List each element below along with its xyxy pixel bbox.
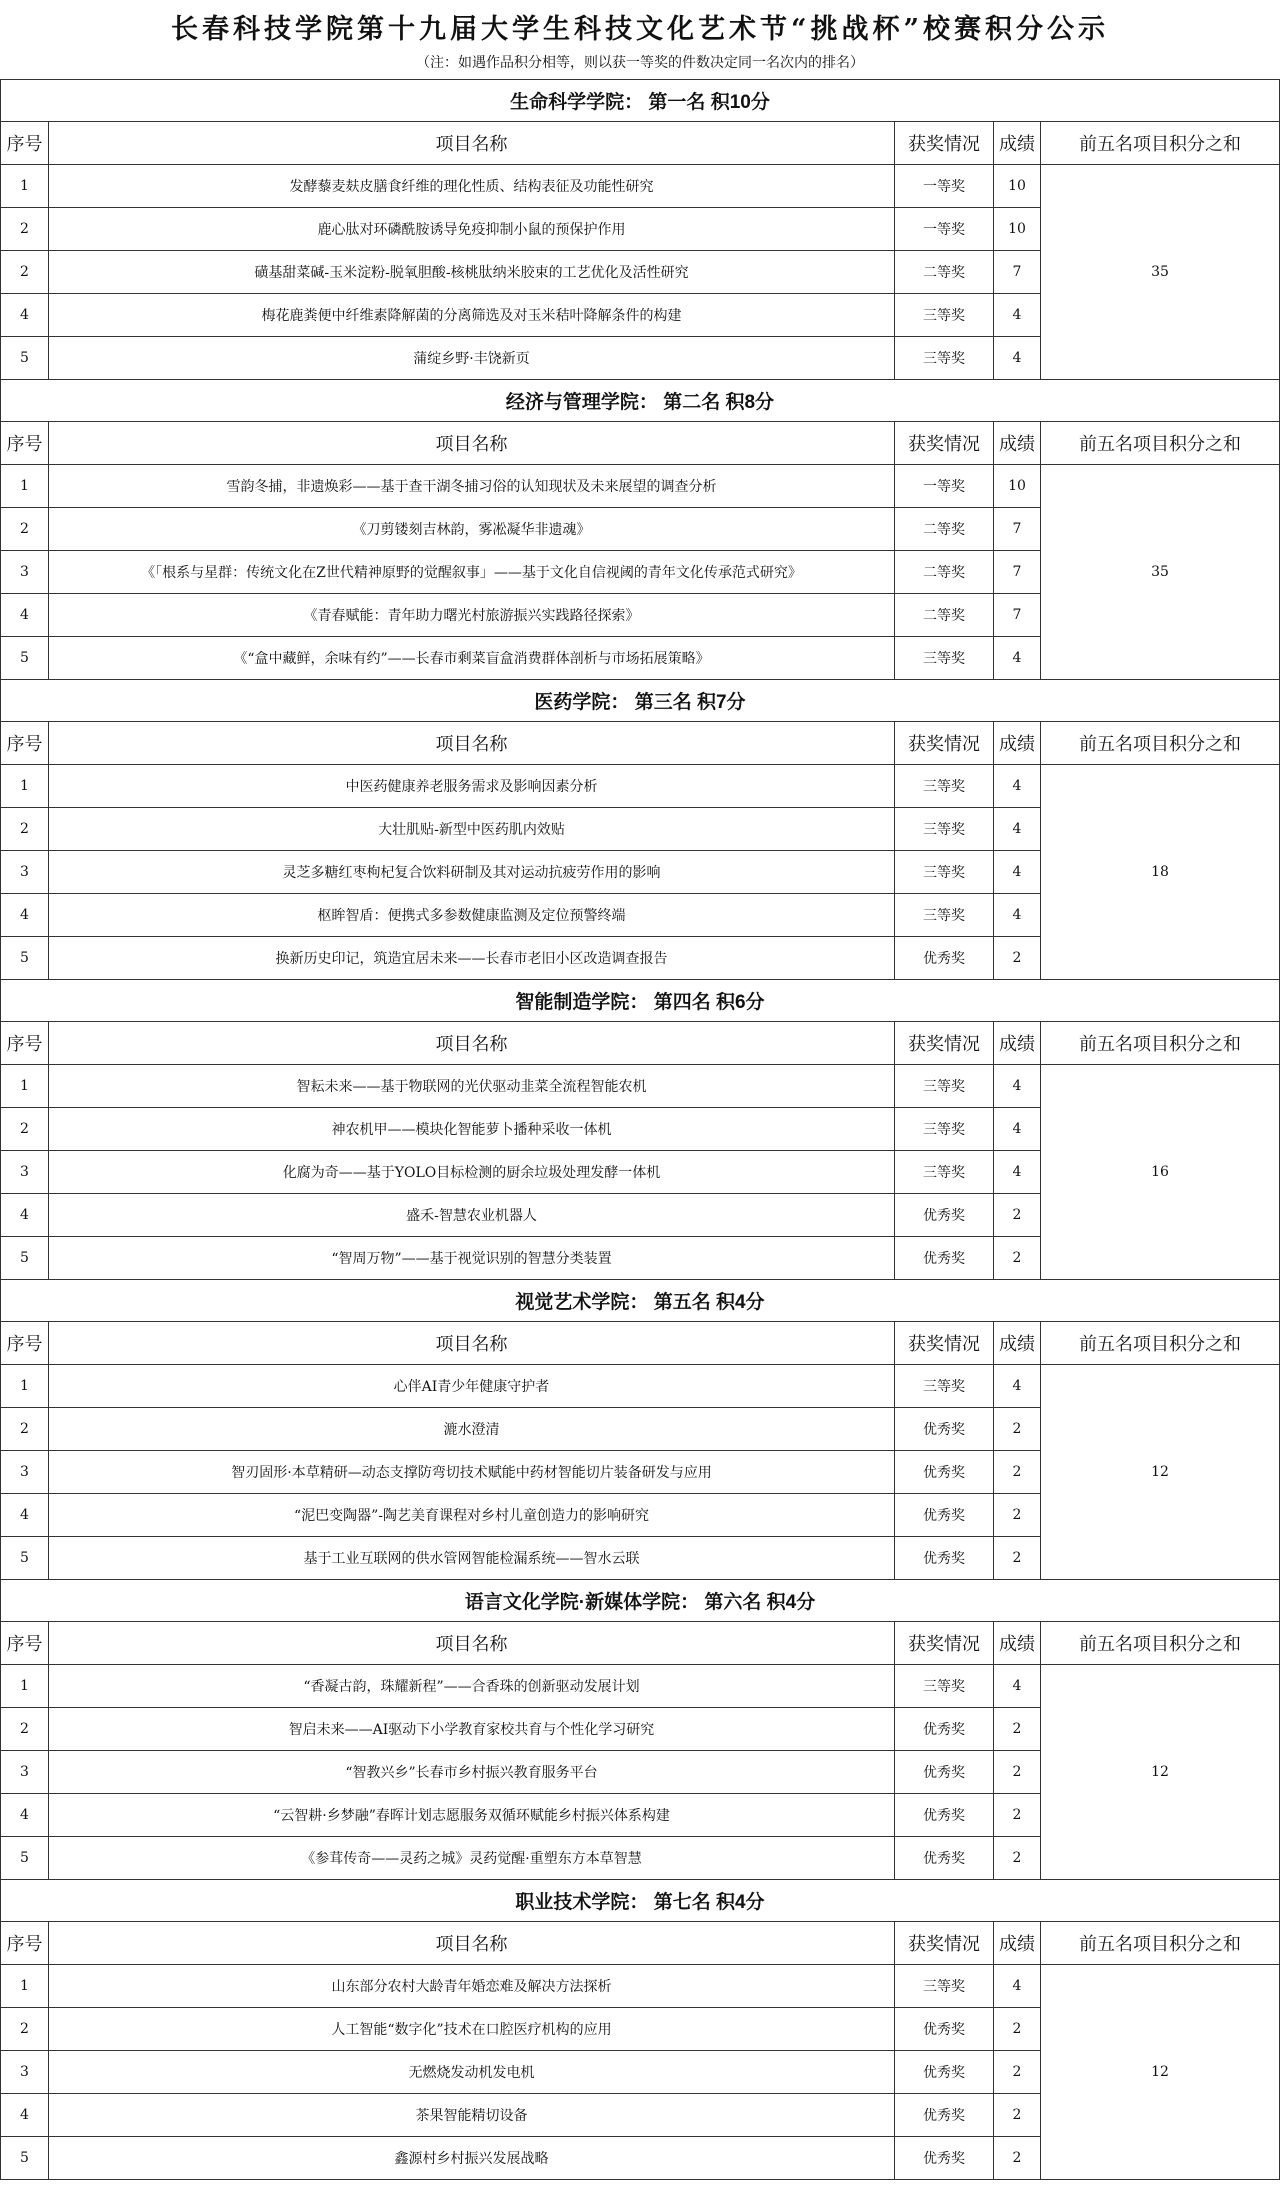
row-number: 1 xyxy=(1,465,49,508)
project-name: 雪韵冬捕，非遗焕彩——基于查干湖冬捕习俗的认知现状及未来展望的调查分析 xyxy=(49,465,895,508)
row-number: 1 xyxy=(1,1965,49,2008)
row-number: 5 xyxy=(1,637,49,680)
score-value: 4 xyxy=(994,851,1041,894)
award-level: 三等奖 xyxy=(895,637,994,680)
header-project-name: 项目名称 xyxy=(49,1022,895,1065)
column-header-row xyxy=(1,1022,1280,1065)
award-level: 优秀奖 xyxy=(895,1451,994,1494)
header-award: 获奖情况 xyxy=(895,1922,994,1965)
top5-sum-value: 35 xyxy=(1041,165,1280,380)
header-no: 序号 xyxy=(1,1922,49,1965)
project-name: 茶果智能精切设备 xyxy=(49,2094,895,2137)
header-project-name: 项目名称 xyxy=(49,1922,895,1965)
score-value: 2 xyxy=(994,1794,1041,1837)
row-number: 2 xyxy=(1,1708,49,1751)
column-header-row xyxy=(1,1622,1280,1665)
row-number: 2 xyxy=(1,508,49,551)
top5-sum-value: 12 xyxy=(1041,1965,1280,2180)
row-number: 2 xyxy=(1,251,49,294)
score-value: 4 xyxy=(994,1365,1041,1408)
score-value: 4 xyxy=(994,1108,1041,1151)
top5-sum-value: 12 xyxy=(1041,1365,1280,1580)
row-number: 3 xyxy=(1,1151,49,1194)
column-header-row xyxy=(1,1322,1280,1365)
section-heading: 智能制造学院： 第四名 积6分 xyxy=(1,980,1280,1022)
row-number: 5 xyxy=(1,1537,49,1580)
column-header-row xyxy=(1,1922,1280,1965)
project-name: “泥巴变陶器”-陶艺美育课程对乡村儿童创造力的影响研究 xyxy=(49,1494,895,1537)
award-level: 一等奖 xyxy=(895,165,994,208)
header-score: 成绩 xyxy=(994,1622,1041,1665)
score-value: 2 xyxy=(994,2094,1041,2137)
project-name: 智启未来——AI驱动下小学教育家校共育与个性化学习研究 xyxy=(49,1708,895,1751)
section-heading-row xyxy=(1,1580,1280,1622)
score-value: 7 xyxy=(994,594,1041,637)
score-value: 4 xyxy=(994,337,1041,380)
row-number: 3 xyxy=(1,2051,49,2094)
top5-sum-value: 18 xyxy=(1041,765,1280,980)
award-level: 优秀奖 xyxy=(895,2094,994,2137)
section-heading: 视觉艺术学院： 第五名 积4分 xyxy=(1,1280,1280,1322)
header-award: 获奖情况 xyxy=(895,122,994,165)
row-number: 3 xyxy=(1,851,49,894)
header-no: 序号 xyxy=(1,1622,49,1665)
project-name: 神农机甲——模块化智能萝卜播种采收一体机 xyxy=(49,1108,895,1151)
award-level: 三等奖 xyxy=(895,894,994,937)
section-heading: 职业技术学院： 第七名 积4分 xyxy=(1,1880,1280,1922)
header-award: 获奖情况 xyxy=(895,1622,994,1665)
section-heading: 语言文化学院·新媒体学院： 第六名 积4分 xyxy=(1,1580,1280,1622)
table-row xyxy=(1,1665,1280,1708)
section-heading-row xyxy=(1,1280,1280,1322)
header-top5-sum: 前五名项目积分之和 xyxy=(1041,1622,1280,1665)
score-value: 2 xyxy=(994,1751,1041,1794)
project-name: “香凝古韵，珠耀新程”——合香珠的创新驱动发展计划 xyxy=(49,1665,895,1708)
award-level: 二等奖 xyxy=(895,594,994,637)
score-value: 2 xyxy=(994,1494,1041,1537)
table-row xyxy=(1,765,1280,808)
project-name: 人工智能“数字化”技术在口腔医疗机构的应用 xyxy=(49,2008,895,2051)
table-row xyxy=(1,465,1280,508)
table-row xyxy=(1,165,1280,208)
row-number: 4 xyxy=(1,594,49,637)
section-heading-row xyxy=(1,680,1280,722)
award-level: 三等奖 xyxy=(895,1151,994,1194)
project-name: 《刀剪镂刻吉林韵，雾凇凝华非遗魂》 xyxy=(49,508,895,551)
section-heading-row xyxy=(1,1880,1280,1922)
top5-sum-value: 12 xyxy=(1041,1665,1280,1880)
project-name: 枢眸智盾：便携式多参数健康监测及定位预警终端 xyxy=(49,894,895,937)
project-name: 灵芝多糖红枣枸杞复合饮料研制及其对运动抗疲劳作用的影响 xyxy=(49,851,895,894)
project-name: 山东部分农村大龄青年婚恋难及解决方法探析 xyxy=(49,1965,895,2008)
award-level: 三等奖 xyxy=(895,808,994,851)
award-level: 优秀奖 xyxy=(895,1494,994,1537)
award-level: 优秀奖 xyxy=(895,1537,994,1580)
award-level: 三等奖 xyxy=(895,1365,994,1408)
section-heading: 生命科学学院： 第一名 积10分 xyxy=(1,80,1280,122)
score-value: 4 xyxy=(994,808,1041,851)
award-level: 优秀奖 xyxy=(895,1194,994,1237)
header-award: 获奖情况 xyxy=(895,422,994,465)
score-value: 10 xyxy=(994,165,1041,208)
score-value: 10 xyxy=(994,208,1041,251)
header-no: 序号 xyxy=(1,722,49,765)
row-number: 1 xyxy=(1,765,49,808)
header-top5-sum: 前五名项目积分之和 xyxy=(1041,1922,1280,1965)
award-level: 一等奖 xyxy=(895,465,994,508)
award-level: 三等奖 xyxy=(895,765,994,808)
header-top5-sum: 前五名项目积分之和 xyxy=(1041,422,1280,465)
section-heading-row xyxy=(1,980,1280,1022)
header-no: 序号 xyxy=(1,122,49,165)
row-number: 2 xyxy=(1,808,49,851)
project-name: 鑫源村乡村振兴发展战略 xyxy=(49,2137,895,2180)
score-value: 2 xyxy=(994,1194,1041,1237)
header-score: 成绩 xyxy=(994,1022,1041,1065)
award-level: 三等奖 xyxy=(895,294,994,337)
row-number: 4 xyxy=(1,894,49,937)
header-project-name: 项目名称 xyxy=(49,122,895,165)
score-value: 10 xyxy=(994,465,1041,508)
project-name: 智耘未来——基于物联网的光伏驱动韭菜全流程智能农机 xyxy=(49,1065,895,1108)
header-award: 获奖情况 xyxy=(895,1322,994,1365)
award-level: 优秀奖 xyxy=(895,1708,994,1751)
award-level: 三等奖 xyxy=(895,851,994,894)
section-heading-row xyxy=(1,380,1280,422)
row-number: 1 xyxy=(1,1065,49,1108)
project-name: 《青春赋能：青年助力曙光村旅游振兴实践路径探索》 xyxy=(49,594,895,637)
row-number: 2 xyxy=(1,2008,49,2051)
header-score: 成绩 xyxy=(994,722,1041,765)
page-title: 长春科技学院第十九届大学生科技文化艺术节“挑战杯”校赛积分公示 xyxy=(170,14,1110,45)
score-value: 4 xyxy=(994,294,1041,337)
table-row xyxy=(1,1365,1280,1408)
score-value: 7 xyxy=(994,251,1041,294)
score-value: 7 xyxy=(994,551,1041,594)
score-table xyxy=(0,79,1280,2180)
project-name: 换新历史印记，筑造宜居未来——长春市老旧小区改造调查报告 xyxy=(49,937,895,980)
header-score: 成绩 xyxy=(994,422,1041,465)
award-level: 三等奖 xyxy=(895,1065,994,1108)
score-value: 4 xyxy=(994,1665,1041,1708)
row-number: 2 xyxy=(1,1408,49,1451)
project-name: 化腐为奇——基于YOLO目标检测的厨余垃圾处理发酵一体机 xyxy=(49,1151,895,1194)
score-value: 2 xyxy=(994,1708,1041,1751)
header-project-name: 项目名称 xyxy=(49,1322,895,1365)
project-name: 《“盒中藏鲜，余味有约”——长春市剩菜盲盒消费群体剖析与市场拓展策略》 xyxy=(49,637,895,680)
header-award: 获奖情况 xyxy=(895,1022,994,1065)
award-level: 优秀奖 xyxy=(895,937,994,980)
section-heading-row xyxy=(1,80,1280,122)
project-name: 中医药健康养老服务需求及影响因素分析 xyxy=(49,765,895,808)
header-top5-sum: 前五名项目积分之和 xyxy=(1041,722,1280,765)
header-top5-sum: 前五名项目积分之和 xyxy=(1041,1322,1280,1365)
award-level: 优秀奖 xyxy=(895,1237,994,1280)
top5-sum-value: 16 xyxy=(1041,1065,1280,1280)
award-level: 三等奖 xyxy=(895,1108,994,1151)
header-project-name: 项目名称 xyxy=(49,422,895,465)
row-number: 5 xyxy=(1,937,49,980)
header-no: 序号 xyxy=(1,422,49,465)
score-value: 2 xyxy=(994,1451,1041,1494)
score-value: 4 xyxy=(994,1151,1041,1194)
award-level: 一等奖 xyxy=(895,208,994,251)
project-name: 蒲绽乡野·丰饶新页 xyxy=(49,337,895,380)
award-level: 三等奖 xyxy=(895,1965,994,2008)
table-row xyxy=(1,1965,1280,2008)
row-number: 2 xyxy=(1,208,49,251)
header-award: 获奖情况 xyxy=(895,722,994,765)
score-value: 4 xyxy=(994,1065,1041,1108)
ranking-note: （注：如遇作品积分相等，则以获一等奖的件数决定同一名次内的排名） xyxy=(416,55,864,71)
row-number: 1 xyxy=(1,1665,49,1708)
award-level: 二等奖 xyxy=(895,551,994,594)
header-score: 成绩 xyxy=(994,1922,1041,1965)
award-level: 三等奖 xyxy=(895,337,994,380)
row-number: 4 xyxy=(1,1194,49,1237)
header-top5-sum: 前五名项目积分之和 xyxy=(1041,1022,1280,1065)
score-value: 2 xyxy=(994,1408,1041,1451)
award-level: 优秀奖 xyxy=(895,2137,994,2180)
row-number: 3 xyxy=(1,1451,49,1494)
project-name: 梅花鹿粪便中纤维素降解菌的分离筛选及对玉米秸叶降解条件的构建 xyxy=(49,294,895,337)
award-level: 优秀奖 xyxy=(895,1837,994,1880)
header-score: 成绩 xyxy=(994,122,1041,165)
row-number: 1 xyxy=(1,165,49,208)
score-value: 7 xyxy=(994,508,1041,551)
row-number: 4 xyxy=(1,1794,49,1837)
score-value: 4 xyxy=(994,637,1041,680)
score-value: 2 xyxy=(994,1837,1041,1880)
project-name: 心伴AI青少年健康守护者 xyxy=(49,1365,895,1408)
score-value: 4 xyxy=(994,765,1041,808)
table-row xyxy=(1,1065,1280,1108)
project-name: 智刃固形·本草精研—动态支撑防弯切技术赋能中药材智能切片装备研发与应用 xyxy=(49,1451,895,1494)
section-heading: 经济与管理学院： 第二名 积8分 xyxy=(1,380,1280,422)
row-number: 5 xyxy=(1,1237,49,1280)
award-level: 优秀奖 xyxy=(895,1794,994,1837)
award-level: 二等奖 xyxy=(895,508,994,551)
score-value: 2 xyxy=(994,1237,1041,1280)
project-name: 盛禾-智慧农业机器人 xyxy=(49,1194,895,1237)
project-name: 大壮肌贴-新型中医药肌内效贴 xyxy=(49,808,895,851)
award-level: 优秀奖 xyxy=(895,1751,994,1794)
project-name: “云智耕·乡梦融”春晖计划志愿服务双循环赋能乡村振兴体系构建 xyxy=(49,1794,895,1837)
project-name: 鹿心肽对环磷酰胺诱导免疫抑制小鼠的预保护作用 xyxy=(49,208,895,251)
project-name: 漉水澄清 xyxy=(49,1408,895,1451)
project-name: 《参茸传奇——灵药之城》灵药觉醒·重塑东方本草智慧 xyxy=(49,1837,895,1880)
score-value: 4 xyxy=(994,1965,1041,2008)
column-header-row xyxy=(1,422,1280,465)
project-name: “智周万物”——基于视觉识别的智慧分类装置 xyxy=(49,1237,895,1280)
project-name: 《「根系与星群：传统文化在Z世代精神原野的觉醒叙事」——基于文化自信视阈的青年文化传承范式研究》 xyxy=(49,551,895,594)
row-number: 5 xyxy=(1,337,49,380)
header-no: 序号 xyxy=(1,1322,49,1365)
column-header-row xyxy=(1,122,1280,165)
score-value: 2 xyxy=(994,1537,1041,1580)
row-number: 5 xyxy=(1,1837,49,1880)
project-name: 基于工业互联网的供水管网智能检漏系统——智水云联 xyxy=(49,1537,895,1580)
award-level: 三等奖 xyxy=(895,1665,994,1708)
row-number: 4 xyxy=(1,294,49,337)
header-project-name: 项目名称 xyxy=(49,722,895,765)
column-header-row xyxy=(1,722,1280,765)
row-number: 4 xyxy=(1,1494,49,1537)
top5-sum-value: 35 xyxy=(1041,465,1280,680)
award-level: 二等奖 xyxy=(895,251,994,294)
award-level: 优秀奖 xyxy=(895,2008,994,2051)
row-number: 3 xyxy=(1,1751,49,1794)
project-name: “智教兴乡”长春市乡村振兴教育服务平台 xyxy=(49,1751,895,1794)
award-level: 优秀奖 xyxy=(895,2051,994,2094)
row-number: 2 xyxy=(1,1108,49,1151)
project-name: 无燃烧发动机发电机 xyxy=(49,2051,895,2094)
row-number: 5 xyxy=(1,2137,49,2180)
award-level: 优秀奖 xyxy=(895,1408,994,1451)
row-number: 1 xyxy=(1,1365,49,1408)
row-number: 3 xyxy=(1,551,49,594)
score-value: 4 xyxy=(994,894,1041,937)
header-no: 序号 xyxy=(1,1022,49,1065)
score-value: 2 xyxy=(994,937,1041,980)
project-name: 发酵藜麦麸皮膳食纤维的理化性质、结构表征及功能性研究 xyxy=(49,165,895,208)
row-number: 4 xyxy=(1,2094,49,2137)
header-top5-sum: 前五名项目积分之和 xyxy=(1041,122,1280,165)
score-value: 2 xyxy=(994,2008,1041,2051)
score-value: 2 xyxy=(994,2137,1041,2180)
section-heading: 医药学院： 第三名 积7分 xyxy=(1,680,1280,722)
score-value: 2 xyxy=(994,2051,1041,2094)
header-score: 成绩 xyxy=(994,1322,1041,1365)
header-project-name: 项目名称 xyxy=(49,1622,895,1665)
project-name: 磺基甜菜碱-玉米淀粉-脱氧胆酸-核桃肽纳米胶束的工艺优化及活性研究 xyxy=(49,251,895,294)
